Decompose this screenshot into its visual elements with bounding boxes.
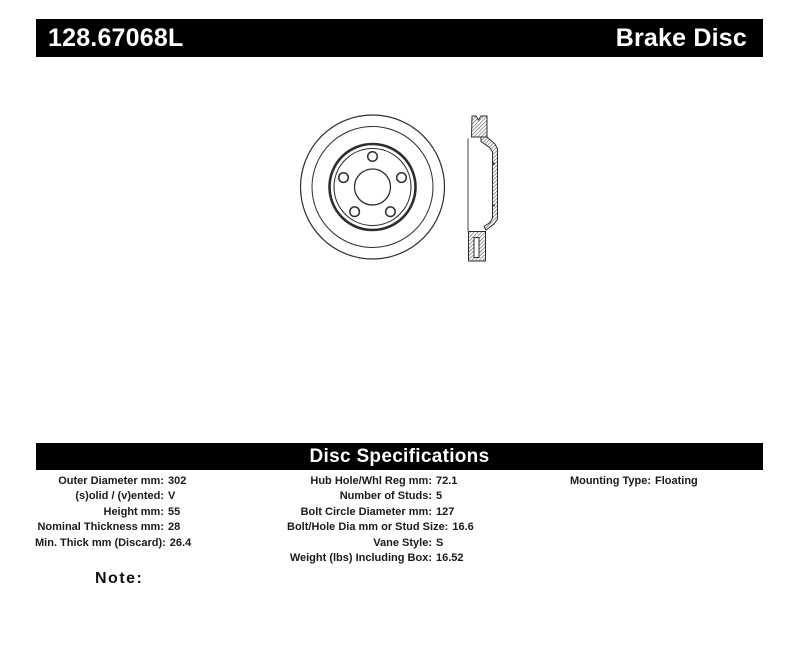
spec-row-number-of-studs <box>287 489 547 504</box>
brake-disc-cross-section-view <box>468 116 498 261</box>
spec-value: 302 <box>168 475 187 487</box>
spec-label: (s)olid / (v)ented: <box>75 490 164 503</box>
spec-row-nominal-thickness <box>35 520 290 535</box>
spec-row-bolt-circle-diameter <box>287 505 547 520</box>
spec-value: 16.6 <box>452 521 474 534</box>
spec-label: Weight (lbs) Including Box: <box>289 552 432 565</box>
spec-value: V <box>168 490 176 503</box>
part-number: 128.67068L <box>48 23 184 52</box>
spec-value: 28 <box>168 521 181 534</box>
spec-section-title: Disc Specifications <box>309 445 490 467</box>
spec-row-min-thick <box>35 536 290 551</box>
spec-label: Vane Style: <box>373 536 432 549</box>
spec-label: Height mm: <box>103 505 164 518</box>
spec-row-vane-style <box>287 536 547 551</box>
spec-label: Bolt Circle Diameter mm: <box>300 505 432 518</box>
spec-column-middle <box>287 474 547 566</box>
spec-row-hub-hole <box>287 474 547 489</box>
spec-label: Number of Studs: <box>339 490 432 503</box>
spec-section-bar <box>36 443 763 470</box>
spec-column-right <box>521 474 771 489</box>
spec-label: Bolt/Hole Dia mm or Stud Size: <box>287 521 449 534</box>
spec-label: Outer Diameter mm: <box>58 475 164 487</box>
spec-value: 16.52 <box>436 552 464 565</box>
spec-row-height <box>35 505 290 520</box>
brake-disc-front-view <box>301 115 445 259</box>
spec-value: Floating <box>655 475 698 487</box>
spec-row-mounting-type <box>521 474 771 489</box>
spec-label: Hub Hole/Whl Reg mm: <box>310 475 432 487</box>
spec-value: 127 <box>436 505 455 518</box>
spec-value: 26.4 <box>169 536 192 549</box>
spec-row-bolt-hole-dia <box>287 520 547 535</box>
spec-value: 5 <box>436 490 443 503</box>
header-bar <box>36 19 763 57</box>
spec-row-weight <box>287 551 547 566</box>
spec-label: Min. Thick mm (Discard): <box>35 536 166 549</box>
spec-value: 72.1 <box>436 475 458 487</box>
spec-column-left <box>35 474 290 551</box>
spec-value: S <box>436 536 444 549</box>
product-name: Brake Disc <box>615 23 747 52</box>
spec-value: 55 <box>168 505 181 518</box>
spec-label: Nominal Thickness mm: <box>37 521 164 534</box>
note-label: Note: <box>95 570 144 587</box>
spec-label: Mounting Type: <box>569 475 651 487</box>
spec-row-outer-diameter <box>35 474 290 489</box>
brake-disc-technical-drawing <box>280 95 520 280</box>
spec-row-solid-vented <box>35 489 290 504</box>
